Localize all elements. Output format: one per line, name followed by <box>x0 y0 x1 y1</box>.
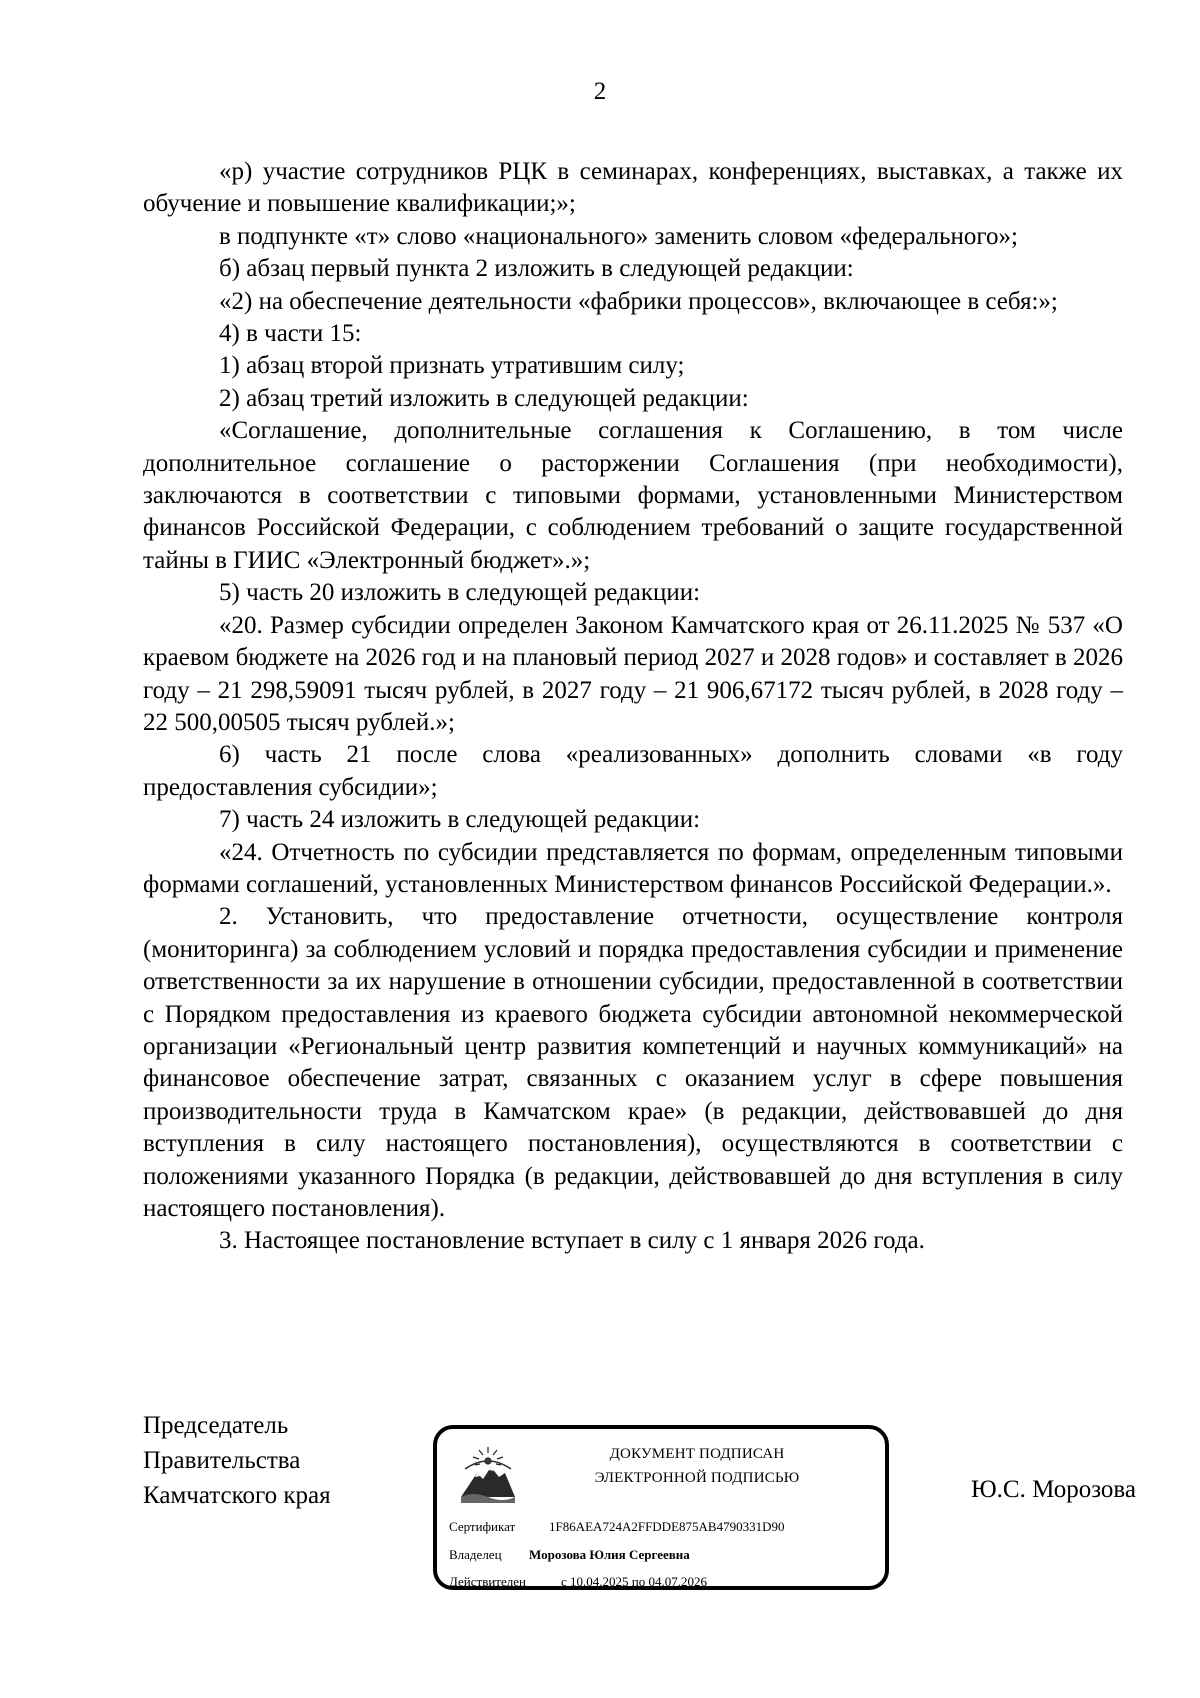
signer-position-line: Камчатского края <box>143 1482 331 1509</box>
paragraph: 2. Установить, что предоставление отчетности, осуществление контроля (мониторинга) за соблюдением условий и порядка предоставления субсидии и применение ответственности за их нарушение в отношении субсидии, предоставленной в соответствии с Порядком предоставления из краевого бюджета субсидии автономной некоммерческой организации «Региональный центр развития компетенций и научных коммуникаций» на финансовое обеспечение затрат, связанных с оказанием услуг в сфере повышения производительности труда в Камчатском крае» (в редакции, действовавшей до дня вступления в силу настоящего постановления), осуществляются в соответствии с положениями указанного Порядка (в редакции, действовавшей до дня вступления в силу настоящего постановления). <box>143 903 1123 1222</box>
validity-label: Действителен <box>449 1574 526 1589</box>
owner-label: Владелец <box>449 1547 502 1562</box>
paragraph: 1) абзац второй признать утратившим силу; <box>219 352 685 380</box>
paragraph: в подпункте «т» слово «национального» заменить словом «федерального»; <box>219 222 1018 250</box>
page-number: 2 <box>593 78 607 105</box>
stamp-certificate-row <box>449 1519 784 1535</box>
paragraph: б) абзац первый пункта 2 изложить в следующей редакции: <box>219 255 854 283</box>
paragraph: 5) часть 20 изложить в следующей редакции: <box>219 579 701 607</box>
paragraph: 4) в части 15: <box>219 320 362 348</box>
paragraph: 6) часть 21 после слова «реализованных» дополнить словами «в году предоставления субсидии»; <box>143 741 1123 801</box>
certificate-value: 1F86AEA724A2FFDDE875AB4790331D90 <box>549 1519 785 1534</box>
signer-name: Ю.С. Морозова <box>970 1476 1136 1503</box>
stamp-owner-row <box>449 1547 690 1563</box>
signer-position-line: Правительства <box>143 1447 301 1474</box>
paragraph: «Соглашение, дополнительные соглашения к Соглашению, в том числе дополнительное соглашение о расторжении Соглашения (при необходимости), заключаются в соответствии с типовыми формами, установленными Министерством финансов Российской Федерации, с соблюдением требований о защите государственной тайны в ГИИС «Электронный бюджет».»; <box>143 417 1123 574</box>
validity-value: с 10.04.2025 по 04.07.2026 <box>561 1574 707 1589</box>
paragraph: 7) часть 24 изложить в следующей редакции: <box>219 806 701 834</box>
paragraph: «20. Размер субсидии определен Законом Камчатского края от 26.11.2025 № 537 «О краевом бюджете на 2026 год и на плановый период 2027 и 2028 годов» и составляет в 2026 году – 21 298,59091 тысяч рублей, в 2027 году – 21 906,67172 тысяч рублей, в 2028 году – 22 500,00505 тысяч рублей.»; <box>143 611 1123 736</box>
owner-value: Морозова Юлия Сергеевна <box>529 1547 690 1562</box>
kamchatka-coat-of-arms-icon <box>453 1439 523 1509</box>
paragraph: «р) участие сотрудников РЦК в семинарах, конференциях, выставках, а также их обучение и повышение квалификации;»; <box>143 158 1123 218</box>
certificate-label: Сертификат <box>449 1519 516 1534</box>
stamp-title-line: ДОКУМЕНТ ПОДПИСАН <box>609 1446 785 1462</box>
signer-position-line: Председатель <box>143 1412 289 1439</box>
paragraph: «2) на обеспечение деятельности «фабрики процессов», включающее в себя:»; <box>219 287 1058 315</box>
stamp-title <box>527 1442 867 1490</box>
stamp-title-line: ЭЛЕКТРОННОЙ ПОДПИСЬЮ <box>594 1470 800 1486</box>
document-body <box>143 156 1123 1258</box>
stamp-validity-row <box>449 1574 707 1590</box>
paragraph: 2) абзац третий изложить в следующей редакции: <box>219 384 749 412</box>
signer-position <box>143 1408 331 1513</box>
paragraph: «24. Отчетность по субсидии представляется по формам, определенным типовыми формами соглашений, установленных Министерством финансов Российской Федерации.». <box>143 838 1123 898</box>
paragraph: 3. Настоящее постановление вступает в силу с 1 января 2026 года. <box>219 1227 925 1255</box>
electronic-signature-stamp <box>433 1425 889 1590</box>
